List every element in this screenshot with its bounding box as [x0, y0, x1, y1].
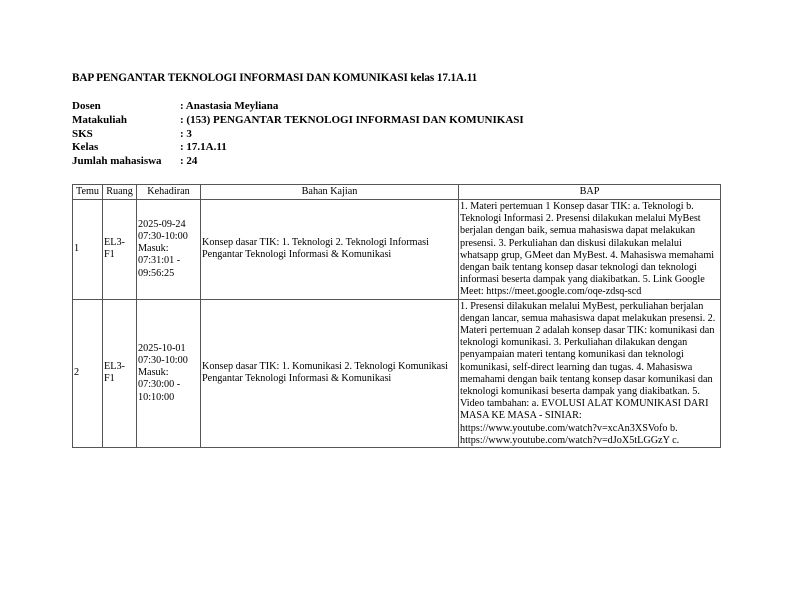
header-temu: Temu [73, 185, 103, 200]
info-value: : 3 [180, 127, 192, 140]
attendance-out: 10:10:00 [138, 391, 175, 403]
cell-ruang: EL3-F1 [103, 200, 137, 300]
attendance-out: 09:56:25 [138, 267, 175, 279]
course-text: Pengantar Teknologi Informasi & Komunikasi [202, 373, 392, 385]
attendance-in: 07:30:00 - [138, 379, 181, 391]
info-label: SKS [72, 127, 93, 140]
bap-table [72, 184, 721, 448]
table-row [73, 200, 721, 300]
header-kehadiran: Kehadiran [137, 185, 201, 200]
cell-bap: 1. Presensi dilakukan melalui MyBest, perkuliahan berjalan dengan lancar, semua mahasiswa dapat melakukan presensi. 2. Materi pertemuan 2 adalah konsep dasar TIK: komunikasi dan teknologi komunikasi. 3. Perkuliahan dilakukan dengan penyampaian materi tentang komunikasi dan teknologi komunikasi, self-direct learning dan tugas. 4. Mahasiswa memahami dengan baik tentang konsep dasar komunikasi dan teknologi komunikasi beserta dampak yang diakibatkan. 5. Video tambahan: a. EVOLUSI ALAT KOMUNIKASI DARI MASA KE MASA - SINIAR: https://www.youtube.com/watch?v=xcAn3XSVofo b. https://www.youtube.com/watch?v=dJoX5tLGGzY c. [459, 299, 721, 447]
table-row [73, 299, 721, 447]
attendance-date: 2025-10-01 [138, 342, 186, 354]
table-header-row [73, 185, 721, 200]
header-bahan-kajian: Bahan Kajian [201, 185, 459, 200]
info-value: : 24 [180, 155, 198, 168]
cell-temu: 1 [73, 200, 103, 300]
info-label: Kelas [72, 141, 99, 154]
attendance-date: 2025-09-24 [138, 218, 186, 230]
cell-bahan-kajian [201, 299, 459, 447]
document-title: BAP PENGANTAR TEKNOLOGI INFORMASI DAN KOMUNIKASI kelas 17.1A.11 [72, 72, 478, 84]
header-bap: BAP [459, 185, 721, 200]
info-row-sks [72, 128, 524, 142]
info-label: Dosen [72, 100, 101, 112]
info-row-dosen [72, 100, 524, 114]
cell-bap: 1. Materi pertemuan 1 Konsep dasar TIK: a. Teknologi b. Teknologi Informasi 2. Presensi dilakukan melalui MyBest berjalan dengan baik, semua mahasiswa dapat melakukan presensi. 3. Perkuliahan dan diskusi dilakukan melalui whatsapp grup, GMeet dan MyBest. 4. Mahasiswa memahami dengan baik tentang konsep dasar teknologi dan teknologi informasi beserta dampak yang diakibatkan. 5. Link Google Meet: https://meet.google.com/oqe-zdsq-scd [459, 200, 721, 300]
cell-kehadiran [137, 299, 201, 447]
info-label: Jumlah mahasiswa [72, 155, 162, 168]
info-value: : (153) PENGANTAR TEKNOLOGI INFORMASI DAN KOMUNIKASI [180, 113, 524, 126]
attendance-schedule: 07:30-10:00 [138, 355, 188, 367]
info-row-matakuliah [72, 114, 524, 128]
header-ruang: Ruang [103, 185, 137, 200]
cell-bahan-kajian [201, 200, 459, 300]
attendance-in: 07:31:01 - [138, 255, 181, 267]
topic-text: Konsep dasar TIK: 1. Komunikasi 2. Teknologi Komunikasi [202, 361, 448, 373]
attendance-label: Masuk: [138, 243, 169, 255]
info-row-jumlah-mahasiswa [72, 155, 524, 169]
cell-ruang: EL3-F1 [103, 299, 137, 447]
attendance-schedule: 07:30-10:00 [138, 231, 188, 242]
info-label: Matakuliah [72, 113, 128, 126]
attendance-label: Masuk: [138, 367, 169, 379]
cell-kehadiran [137, 200, 201, 300]
course-text: Pengantar Teknologi Informasi & Komunikasi [202, 249, 392, 261]
info-row-kelas [72, 141, 524, 155]
cell-temu: 2 [73, 299, 103, 447]
info-value: : 17.1A.11 [180, 141, 227, 154]
course-info [72, 100, 524, 169]
topic-text: Konsep dasar TIK: 1. Teknologi 2. Teknologi Informasi [202, 237, 429, 249]
info-value: : Anastasia Meyliana [180, 100, 279, 112]
